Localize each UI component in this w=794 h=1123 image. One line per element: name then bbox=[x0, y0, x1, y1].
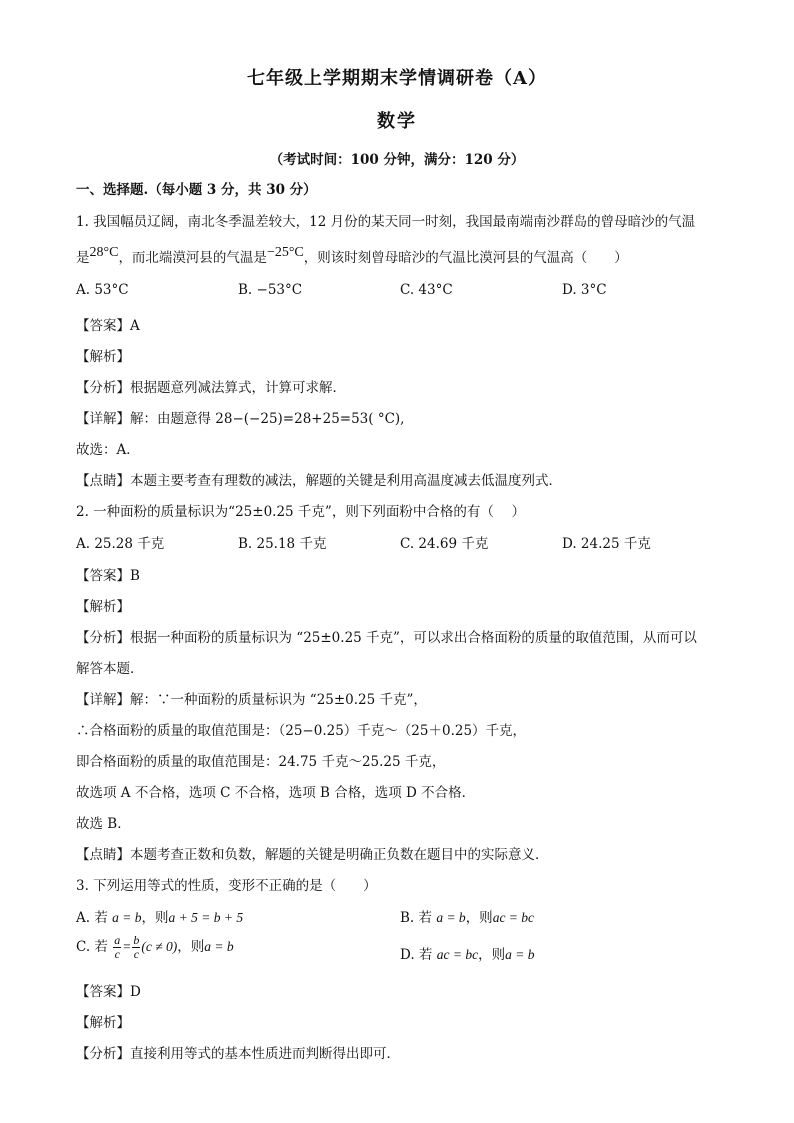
q2-detail-line2: ∴合格面粉的质量的取值范围是：（25−0.25）千克～（25＋0.25）千克， bbox=[76, 723, 527, 739]
q3-option-d bbox=[400, 943, 534, 963]
q3-option-b-mid: ，则 bbox=[465, 910, 493, 926]
q1-stem-line2 bbox=[76, 246, 628, 267]
exam-title: 七年级上学期期末学情调研卷（A） bbox=[247, 68, 547, 89]
q3-frac-a-num: a bbox=[114, 933, 121, 947]
q1-temp2: −25°C bbox=[266, 245, 304, 260]
q3-option-a-math1: a = b bbox=[112, 910, 142, 925]
q1-option-a: A. 53°C bbox=[76, 282, 129, 298]
q1-detail: 【详解】解：由题意得 28−(−25)=28+25=53( °C), bbox=[76, 411, 405, 427]
q1-fenxi: 【分析】根据题意列减法算式，计算可求解． bbox=[76, 380, 346, 396]
q2-conclusion: 故选 B． bbox=[76, 816, 131, 832]
q2-stem: 2. 一种面粉的质量标识为“25±0.25 千克”，则下列面粉中合格的有（ ） bbox=[76, 504, 526, 520]
q1-option-d: D. 3°C bbox=[562, 282, 607, 298]
subject-title: 数学 bbox=[377, 111, 417, 132]
q1-answer: 【答案】A bbox=[76, 318, 140, 334]
q1-option-c: C. 43°C bbox=[400, 282, 453, 298]
q2-detail-line3: 即合格面粉的质量的取值范围是：24.75 千克～25.25 千克， bbox=[76, 754, 446, 770]
q2-option-b: B. 25.18 千克 bbox=[238, 536, 327, 552]
q3-option-b bbox=[400, 906, 534, 926]
q1-analysis-label: 【解析】 bbox=[76, 349, 130, 365]
q1-comment: 【点睛】本题主要考查有理数的减法，解题的关键是利用高温度减去低温度列式． bbox=[76, 473, 562, 489]
q3-option-c-eq: = bbox=[122, 939, 132, 954]
q3-answer: 【答案】D bbox=[76, 984, 141, 1000]
q3-option-b-math2: ac = bc bbox=[492, 910, 535, 925]
q2-fenxi-line2: 解答本题． bbox=[76, 661, 144, 677]
q1-stem-text-a: 是 bbox=[76, 250, 90, 266]
q2-analysis-label: 【解析】 bbox=[76, 599, 130, 615]
q3-option-c-fraction-b bbox=[132, 934, 140, 961]
q3-option-a-mid: ，则 bbox=[141, 910, 169, 926]
q3-frac-a-den: c bbox=[114, 947, 120, 961]
q2-comment: 【点睛】本题考查正数和负数，解题的关键是明确正负数在题目中的实际意义． bbox=[76, 847, 549, 863]
q3-option-d-mid: ，则 bbox=[478, 947, 506, 963]
q2-fenxi-line1: 【分析】根据一种面粉的质量标识为 “25±0.25 千克”，可以求出合格面粉的质量的取值范围，从而可以 bbox=[76, 630, 697, 646]
q2-option-a: A. 25.28 千克 bbox=[76, 536, 165, 552]
q3-analysis-label: 【解析】 bbox=[76, 1015, 130, 1031]
q3-option-b-prefix: B. 若 bbox=[400, 910, 433, 926]
q3-option-c-condition: (c ≠ 0) bbox=[141, 939, 178, 954]
q2-detail-line1: 【详解】解：∵一种面粉的质量标识为 “25±0.25 千克”， bbox=[76, 692, 427, 708]
q3-option-d-math2: a = b bbox=[505, 947, 535, 962]
q3-option-c-prefix: C. 若 bbox=[76, 939, 108, 955]
q3-option-c-fraction-a bbox=[113, 934, 121, 961]
q3-option-b-math1: a = b bbox=[436, 910, 466, 925]
q3-option-c-mid: ，则 bbox=[177, 939, 205, 955]
exam-info: （考试时间：100 分钟，满分：120 分） bbox=[269, 152, 525, 168]
q1-stem-line1: 1. 我国幅员辽阔，南北冬季温差较大，12 月份的某天同一时刻，我国最南端南沙群岛的曾母暗沙的气温 bbox=[76, 214, 696, 230]
q1-temp1: 28°C bbox=[89, 245, 119, 260]
q1-option-b: B. −53°C bbox=[238, 282, 303, 298]
q3-option-d-prefix: D. 若 bbox=[400, 947, 433, 963]
q3-frac-b-num: b bbox=[133, 933, 140, 947]
q3-option-d-math1: ac = bc bbox=[436, 947, 479, 962]
q2-answer: 【答案】B bbox=[76, 568, 140, 584]
q2-option-d: D. 24.25 千克 bbox=[562, 536, 651, 552]
q1-stem-text-b: ，而北端漠河县的气温是 bbox=[118, 250, 267, 266]
q1-conclusion: 故选：A． bbox=[76, 442, 140, 458]
q3-fenxi: 【分析】直接利用等式的基本性质进而判断得出即可． bbox=[76, 1046, 400, 1062]
q3-option-c-math2: a = b bbox=[204, 939, 234, 954]
q2-detail-line4: 故选项 A 不合格，选项 C 不合格，选项 B 合格，选项 D 不合格． bbox=[76, 785, 476, 801]
q3-stem: 3. 下列运用等式的性质，变形不正确的是（ ） bbox=[76, 878, 377, 894]
q3-option-a bbox=[76, 906, 243, 926]
q3-option-c bbox=[76, 934, 234, 961]
q3-frac-b-den: c bbox=[133, 947, 140, 961]
q3-option-a-prefix: A. 若 bbox=[76, 910, 108, 926]
q3-option-a-math2: a + 5 = b + 5 bbox=[168, 910, 244, 925]
q1-stem-text-c: ，则该时刻曾母暗沙的气温比漠河县的气温高（ ） bbox=[303, 250, 628, 266]
q2-option-c: C. 24.69 千克 bbox=[400, 536, 489, 552]
section-heading: 一、选择题.（每小题 3 分，共 30 分） bbox=[76, 182, 317, 198]
